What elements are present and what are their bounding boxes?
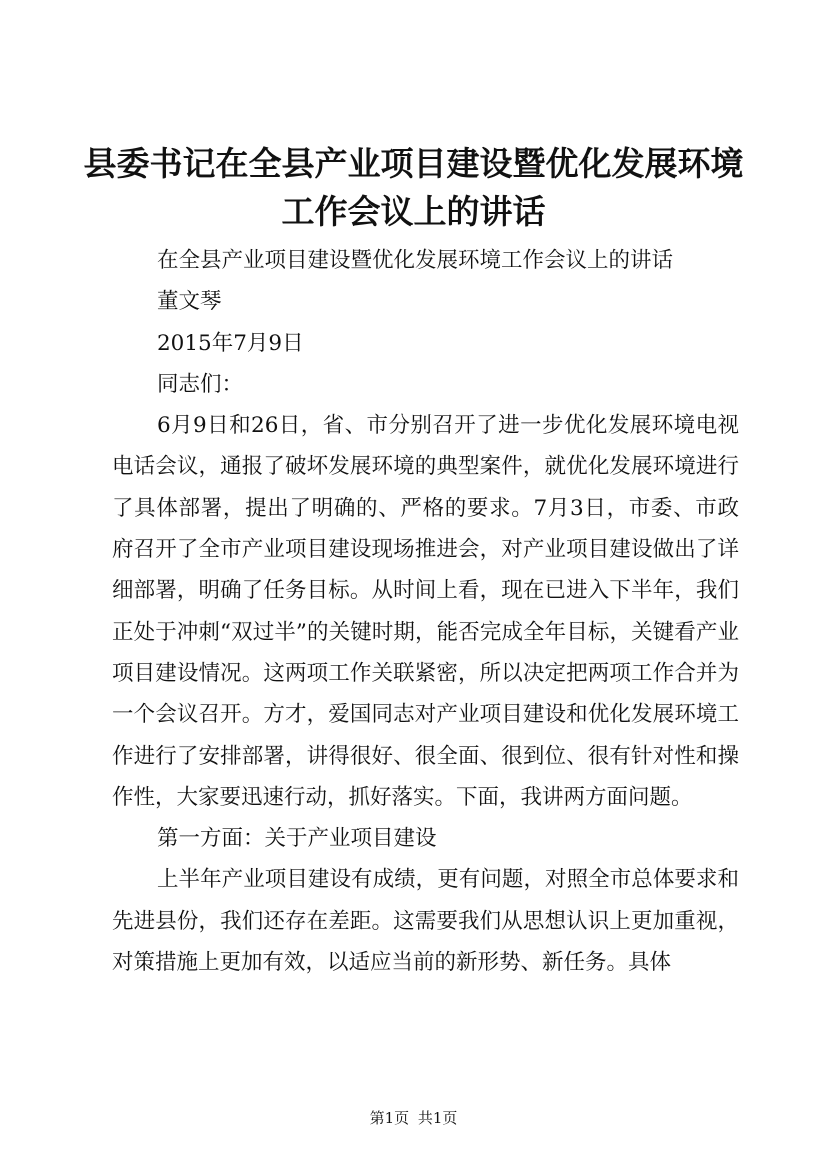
title-line-2: 工作会议上的讲话 <box>281 192 546 231</box>
paragraph-1: 6月9日和26日，省、市分别召开了进一步优化发展环境电视电话会议，通报了破坏发展环境的典型案件，就优化发展环境进行了具体部署，提出了明确的、严格的要求。7月3日，市委、市政府召开了全市产业项目建设现场推进会，对产业项目建设做出了详细部署，明确了任务目标。从时间上看，现在已进入下半年，我们正处于冲刺“双过半”的关键时期，能否完成全年目标，关键看产业项目建设情况。这两项工作关联紧密，所以决定把两项工作合并为一个会议召开。方才，爱国同志对产业项目建设和优化发展环境工作进行了安排部署，讲得很好、很全面、很到位、很有针对性和操作性，大家要迅速行动，抓好落实。下面，我讲两方面问题。 <box>112 413 739 810</box>
date: 2015年7月9日 <box>157 330 304 356</box>
title-line-1: 县委书记在全县产业项目建设暨优化发展环境 <box>83 144 744 183</box>
subtitle: 在全县产业项目建设暨优化发展环境工作会议上的讲话 <box>157 248 674 273</box>
section-heading: 第一方面：关于产业项目建设 <box>157 826 437 852</box>
page-number-total: 共1页 <box>417 1109 458 1127</box>
author: 董文琴 <box>157 289 222 315</box>
paragraph-2: 上半年产业项目建设有成绩，更有问题，对照全市总体要求和先进县份，我们还存在差距。这需要我们从思想认识上更加重视，对策措施上更加有效，以适应当前的新形势、新任务。具体 <box>112 867 739 976</box>
page-footer <box>0 1108 827 1128</box>
page-number-current: 第1页 <box>369 1109 410 1127</box>
document-title <box>60 140 767 236</box>
salutation: 同志们： <box>157 371 244 397</box>
document-body <box>112 240 739 983</box>
